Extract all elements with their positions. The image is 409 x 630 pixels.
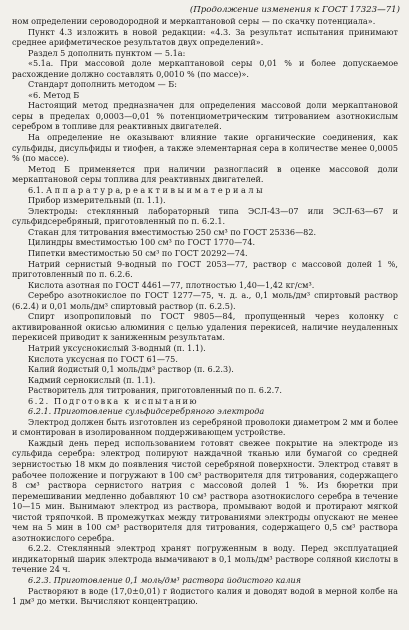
document-body — [12, 16, 398, 607]
paragraph: «5.1а. При массовой доле меркаптановой серы 0,01 % и более допускаемое расхождение должно составлять 0,0010 % (по массе)». — [12, 58, 398, 79]
paragraph: Метод Б применяется при наличии разногласий в оценке массовой доли меркаптановой серы топлива для реактивных двигателей. — [12, 163, 398, 185]
paragraph: 6.2.2. Стеклянный электрод хранят погруженным в воду. Перед эксплуатацией индикаторный шарик электрода вымачивают в 0,1 моль/дм³ растворе соляной кислоты в течение 24 ч. — [12, 543, 398, 575]
paragraph: Натрий уксуснокислый 3-водный (п. 1.1). — [28, 342, 206, 353]
paragraph: 6.1. А п п а р а т у р а, р е а к т и в ы и м а т е р и а л ы — [28, 184, 263, 195]
paragraph: 6.2.1. Приготовление сульфидсеребряного электрода — [28, 406, 265, 417]
paragraph: 6.2.3. Приготовление 0,1 моль/дм³ раствора йодистого калия — [28, 574, 302, 585]
paragraph: Электроды: стеклянный лабораторный типа ЭСЛ-43—07 или ЭСЛ-63—67 и сульфидсеребряный, приготовленный по п. 6.2.1. — [12, 205, 398, 227]
paragraph: Серебро азотнокислое по ГОСТ 1277—75, ч. д. а., 0,1 моль/дм³ спиртовый раствор (6.2.4) и 0,01 моль/дм³ спиртовый раствор (п. 6.2.5). — [12, 290, 398, 311]
paragraph: Кадмий сернокислый (п. 1.1). — [28, 374, 156, 385]
running-header: (Продолжение изменения к ГОСТ 17323—71) — [189, 5, 400, 15]
paragraph: Пипетки вместимостью 50 см³ по ГОСТ 20292—74. — [28, 248, 248, 259]
paragraph: Раздел 5 дополнить пунктом — 5.1а: — [28, 47, 186, 58]
paragraph: Калий йодистый 0,1 моль/дм³ раствор (п. 6.2.3). — [28, 364, 234, 375]
paragraph: Цилиндры вместимостью 100 см³ по ГОСТ 1770—74. — [28, 237, 256, 248]
paragraph: ном определении сероводородной и меркаптановой серы — по скачку потенциала». — [12, 16, 376, 26]
paragraph: Кислота азотная по ГОСТ 4461—77, плотностью 1,40—1,42 кг/см³. — [28, 279, 315, 290]
paragraph: Пункт 4.3 изложить в новой редакции: «4.3. За результат испытания принимают среднее арифметическое результатов двух определений». — [12, 26, 398, 48]
paragraph: Натрий сернистый 9-водный по ГОСТ 2053—77, раствор с массовой долей 1 %, приготовленный по п. 6.2.6. — [12, 258, 398, 280]
paragraph: Каждый день перед использованием готовят свежее покрытие на электроде из сульфида серебра: электрод полируют наждачной тканью или бумагой со средней зернистостью 18 мкм до появления чистой серебряной поверхности. Электрод ставят в рабочее положение и погружают в 100 см³ растворителя для титрования, содержащего 8 см³ раствора сернистого натрия с массовой долей 1 %. Из бюретки при перемешивании медленно добавляют 10 см³ раствора азотнокислого серебра в течение 10—15 мин. Вынимают электрод из раствора, промывают водой и протирают мягкой чистой тряпочкой. В промежутках между титрованиями электроды опускают не менее чем на 5 мин в 100 см³ растворителя для титрования, содержащего 0,5 см³ раствора азотнокислого серебра. — [12, 437, 398, 543]
paragraph: 6.2. Подготовка к испытанию — [28, 395, 199, 406]
paragraph: Кислота уксусная по ГОСТ 61—75. — [28, 353, 178, 364]
paragraph: Электрод должен быть изготовлен из серебряной проволоки диаметром 2 мм и более и смонтирован в изолированном поддерживающем устройстве. — [12, 416, 398, 438]
paragraph: Растворяют в воде (17,0±0,01) г йодистого калия и доводят водой в мерной колбе на 1 дм³ до метки. Вычисляют концентрацию. — [12, 585, 398, 607]
paragraph: На определение не оказывают влияние такие органические соединения, как сульфиды, дисульфиды и тиофен, а также элементарная сера в количестве менее 0,0005 % (по массе). — [12, 132, 398, 164]
paragraph: Растворитель для титрования, приготовленный по п. 6.2.7. — [28, 385, 282, 396]
paragraph: Прибор измерительный (п. 1.1). — [28, 195, 166, 206]
paragraph: Спирт изопропиловый по ГОСТ 9805—84, пропущенный через колонку с активированной окисью алюминия с целью удаления перекисей, наличие неудаленных перекисей приводит к заниженным результатам. — [12, 311, 398, 343]
paragraph: «6. Метод Б — [28, 89, 80, 100]
paragraph: Стандарт дополнить методом — Б: — [28, 79, 177, 90]
paragraph: Настоящий метод предназначен для определения массовой доли меркаптановой серы в пределах 0,0003—0,01 % потенциометрическим титрованием азотнокислым серебром в топливе для реактивных двигателей. — [12, 100, 398, 132]
paragraph: Стакан для титрования вместимостью 250 см³ по ГОСТ 25336—82. — [28, 226, 317, 237]
